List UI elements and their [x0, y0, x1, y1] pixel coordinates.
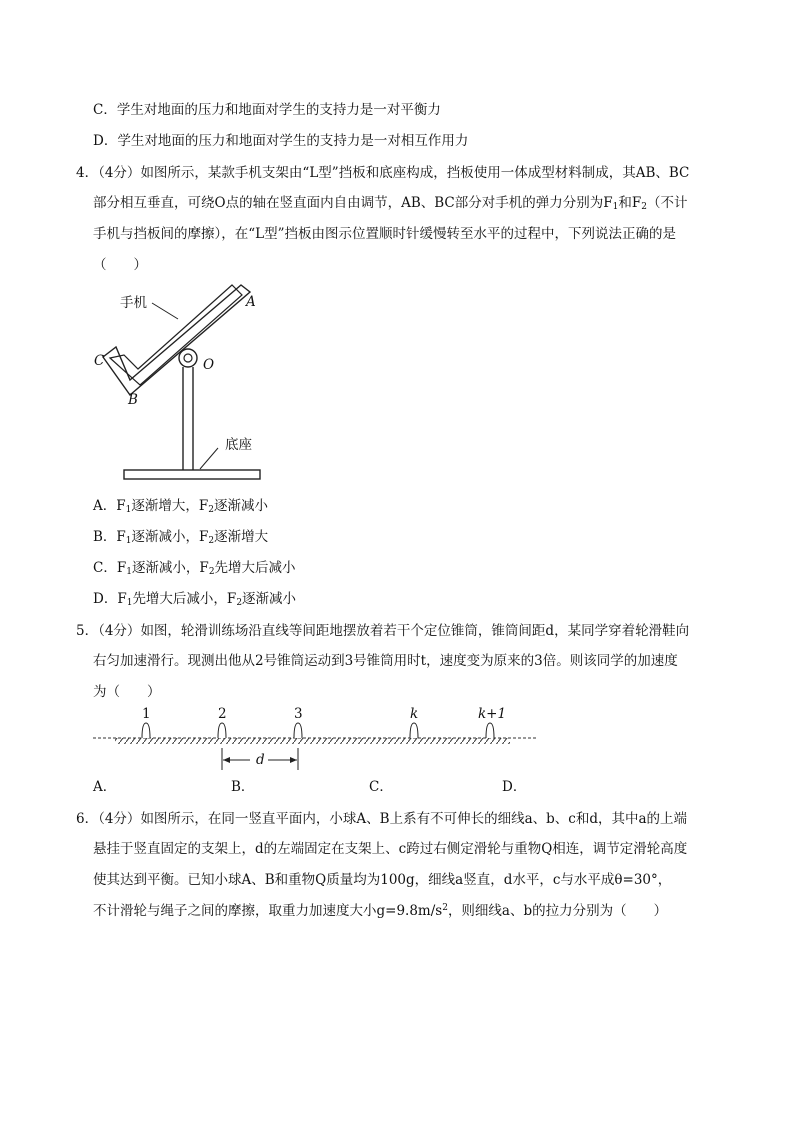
label-base: 底座	[225, 437, 252, 453]
q4-line3: 手机与挡板间的摩擦），在“L型”挡板由图示位置顺时针缓慢转至水平的过程中，下列说法正确的是	[93, 226, 677, 242]
q4-score: （4分）	[98, 165, 141, 181]
q3-option-d: D．学生对地面的压力和地面对学生的支持力是一对相互作用力	[93, 133, 469, 149]
q4-number: 4．	[76, 165, 99, 181]
q4-option-b: B．$F_1$逐渐减小，$F_2$逐渐增大	[93, 529, 269, 546]
q4-option-d: D．$F_1$先增大后减小，$F_2$逐渐减小	[93, 591, 297, 608]
q5-line1: 5．（4分）如图，轮滑训练场沿直线等间距地摆放着若干个定位锥筒，锥筒间距d，某同学穿着轮滑鞋向	[76, 623, 690, 639]
q5-number: 5．	[76, 623, 99, 639]
q6-line2: 悬挂于竖直固定的支架上，d的左端固定在支架上、c跨过右侧定滑轮与重物Q相连，调节定滑轮高度	[93, 841, 688, 857]
q5-option-c: C．	[369, 779, 393, 795]
cone-k1-label: k+1	[478, 706, 507, 722]
cone-1	[142, 723, 150, 738]
phone-holder-figure	[90, 283, 280, 483]
q4-line1	[76, 163, 689, 183]
q4-line2: 部分相互垂直，可绕O点的轴在竖直面内自由调节，AB、BC部分对手机的弹力分别为$F_1$和$F_2$（不计	[93, 195, 688, 212]
q5-option-a: A．	[93, 779, 117, 795]
label-phone: 手机	[120, 295, 147, 311]
q5-score: （4分）	[98, 623, 141, 639]
ground	[115, 738, 510, 744]
q5-option-d: D．	[502, 779, 527, 795]
q6-line4: 不计滑轮与绳子之间的摩擦，取重力加速度大小$g=9.8m/s^2$，则细线a、b的拉力分别为（ ）	[93, 903, 668, 919]
cone-k1	[486, 723, 494, 738]
base	[124, 470, 260, 479]
cone-3	[294, 723, 302, 738]
label-c: C	[94, 353, 105, 369]
label-a: A	[246, 294, 256, 310]
cone-k-label: k	[410, 706, 419, 722]
q6-line1: 6．（4分）如图所示，在同一竖直平面内，小球A、B上系有不可伸长的细线a、b、c和d，其中a的上端	[76, 811, 688, 827]
label-o: O	[203, 357, 215, 373]
cone-k	[410, 723, 418, 738]
q6-number: 6．	[76, 811, 99, 827]
q6-line3: 使其达到平衡。已知小球A、B和重物Q质量均为100g，细线a竖直，d水平，c与水平成θ=30°，	[93, 872, 672, 888]
q4-option-c: C．$F_1$逐渐减小，$F_2$先增大后减小	[93, 560, 296, 577]
q4-answer-blank: （ ）	[93, 257, 147, 273]
cone-2	[218, 723, 226, 738]
label-b: B	[128, 392, 138, 408]
cone-2-label: 2	[218, 706, 227, 722]
cone-3-label: 3	[294, 706, 303, 722]
q5-line2: 右匀加速滑行。现测出他从2号锥筒运动到3号锥筒用时t，速度变为原来的3倍。则该同学的加速度	[93, 653, 678, 669]
distance-label: d	[256, 752, 265, 768]
cones-figure	[90, 718, 545, 773]
pivot-inner	[184, 354, 192, 362]
q5-option-b: B．	[231, 779, 255, 795]
q4-text-1: 如图所示，某款手机支架由“L型”挡板和底座构成，挡板使用一体成型材料制成，其AB、BC	[140, 165, 690, 181]
q5-line3: 为（ ）	[93, 684, 161, 700]
q4-option-a: A．$F_1$逐渐增大，$F_2$逐渐减小	[93, 498, 268, 515]
cone-1-label: 1	[142, 706, 151, 722]
q3-option-c: C．学生对地面的压力和地面对学生的支持力是一对平衡力	[93, 102, 441, 118]
q6-score: （4分）	[98, 811, 141, 827]
